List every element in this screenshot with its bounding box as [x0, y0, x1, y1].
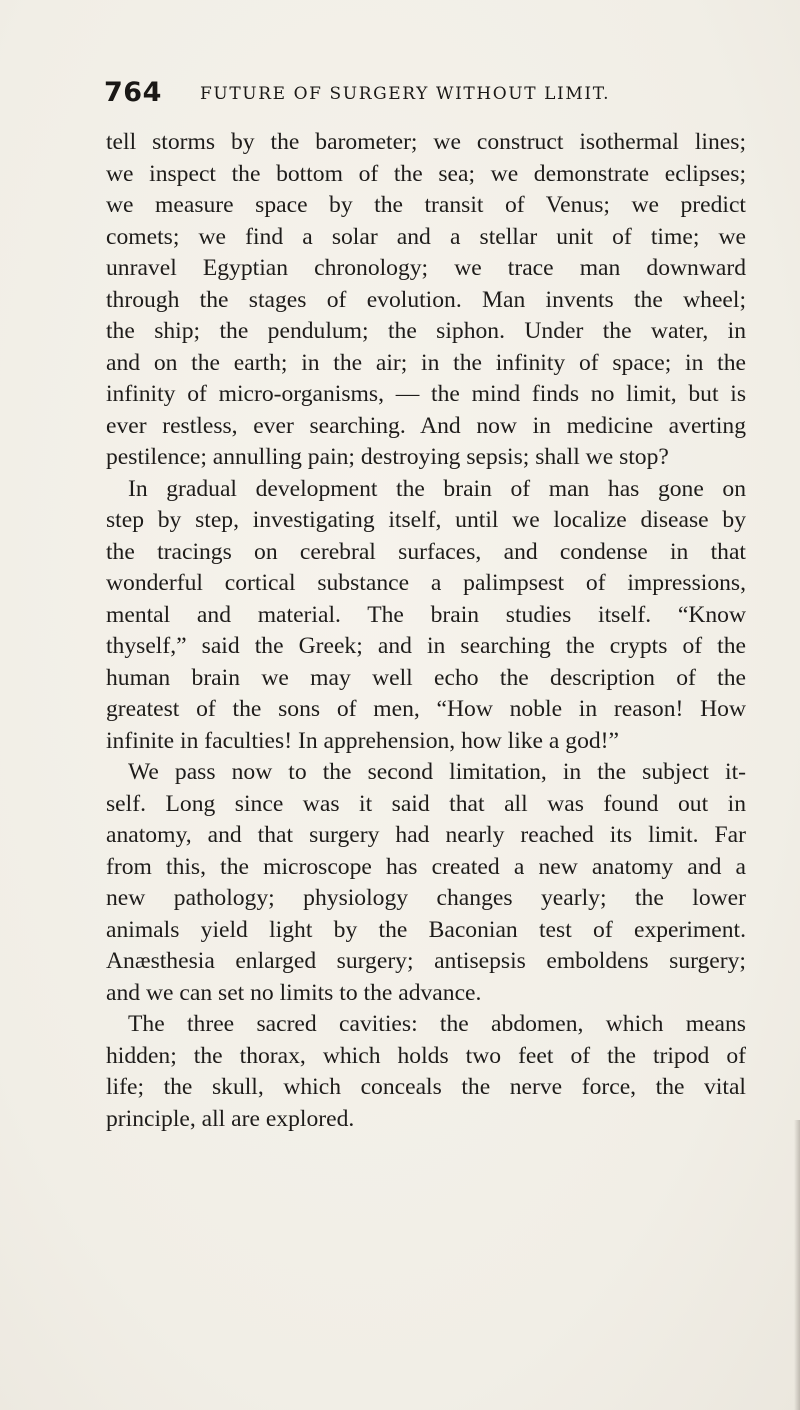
text-line: Anæsthesia enlarged surgery; antisepsis emboldens surgery; — [106, 948, 746, 974]
page-number: 764 — [104, 77, 162, 108]
text-line: the ship; the pendulum; the siphon. Under the water, in — [106, 318, 746, 344]
text-line: we inspect the bottom of the sea; we demonstrate eclipses; — [106, 160, 746, 187]
page-header — [104, 76, 744, 110]
text-line: human brain we may well echo the description of the — [106, 664, 746, 691]
paragraph-first-line: In gradual development the brain of man has gone on — [128, 475, 746, 502]
text-line: mental and material. The brain studies itself. “Know — [106, 601, 746, 628]
text-line: self. Long since was it said that all was found out in — [106, 790, 746, 817]
text-line: and on the earth; in the air; in the infinity of space; in the — [106, 349, 746, 376]
text-line: principle, all are explored. — [106, 1105, 355, 1132]
text-line: and we can set no limits to the advance. — [106, 979, 482, 1006]
page-edge-shadow — [794, 1120, 800, 1410]
text-line: thyself,” said the Greek; and in searching the crypts of the — [106, 633, 746, 659]
text-line: animals yield light by the Baconian test of experiment. — [106, 916, 746, 943]
text-line: hidden; the thorax, which holds two feet of the tripod of — [106, 1042, 746, 1069]
text-line: from this, the microscope has created a new anatomy and a — [106, 853, 746, 880]
paragraph-first-line: The three sacred cavities: the abdomen, which means — [128, 1011, 746, 1037]
text-line: greatest of the sons of men, “How noble in reason! How — [106, 696, 746, 722]
text-line: wonderful cortical substance a palimpsest of impressions, — [106, 570, 746, 596]
text-line: ever restless, ever searching. And now in medicine averting — [106, 412, 746, 439]
text-line: new pathology; physiology changes yearly; the lower — [106, 885, 746, 911]
text-line: comets; we find a solar and a stellar unit of time; we — [106, 223, 746, 250]
text-line: we measure space by the transit of Venus; we predict — [106, 192, 746, 218]
text-line: the tracings on cerebral surfaces, and condense in that — [106, 538, 746, 565]
text-line: life; the skull, which conceals the nerve force, the vital — [106, 1074, 746, 1100]
text-line: step by step, investigating itself, until we localize disease by — [106, 507, 746, 533]
text-line: infinity of micro-organisms, — the mind finds no limit, but is — [106, 381, 746, 407]
text-line: infinite in faculties! In apprehension, how like a god!” — [106, 727, 620, 754]
paragraph-first-line: We pass now to the second limitation, in the subject it- — [128, 759, 746, 785]
running-title: FUTURE OF SURGERY WITHOUT LIMIT. — [200, 84, 611, 104]
text-line: unravel Egyptian chronology; we trace man downward — [106, 255, 746, 281]
text-line: through the stages of evolution. Man invents the wheel; — [106, 286, 746, 313]
text-line: pestilence; annulling pain; destroying sepsis; shall we stop? — [106, 444, 669, 470]
body-text — [106, 127, 746, 1135]
text-line: anatomy, and that surgery had nearly reached its limit. Far — [106, 822, 746, 848]
text-line: tell storms by the barometer; we construct isothermal lines; — [106, 129, 746, 155]
